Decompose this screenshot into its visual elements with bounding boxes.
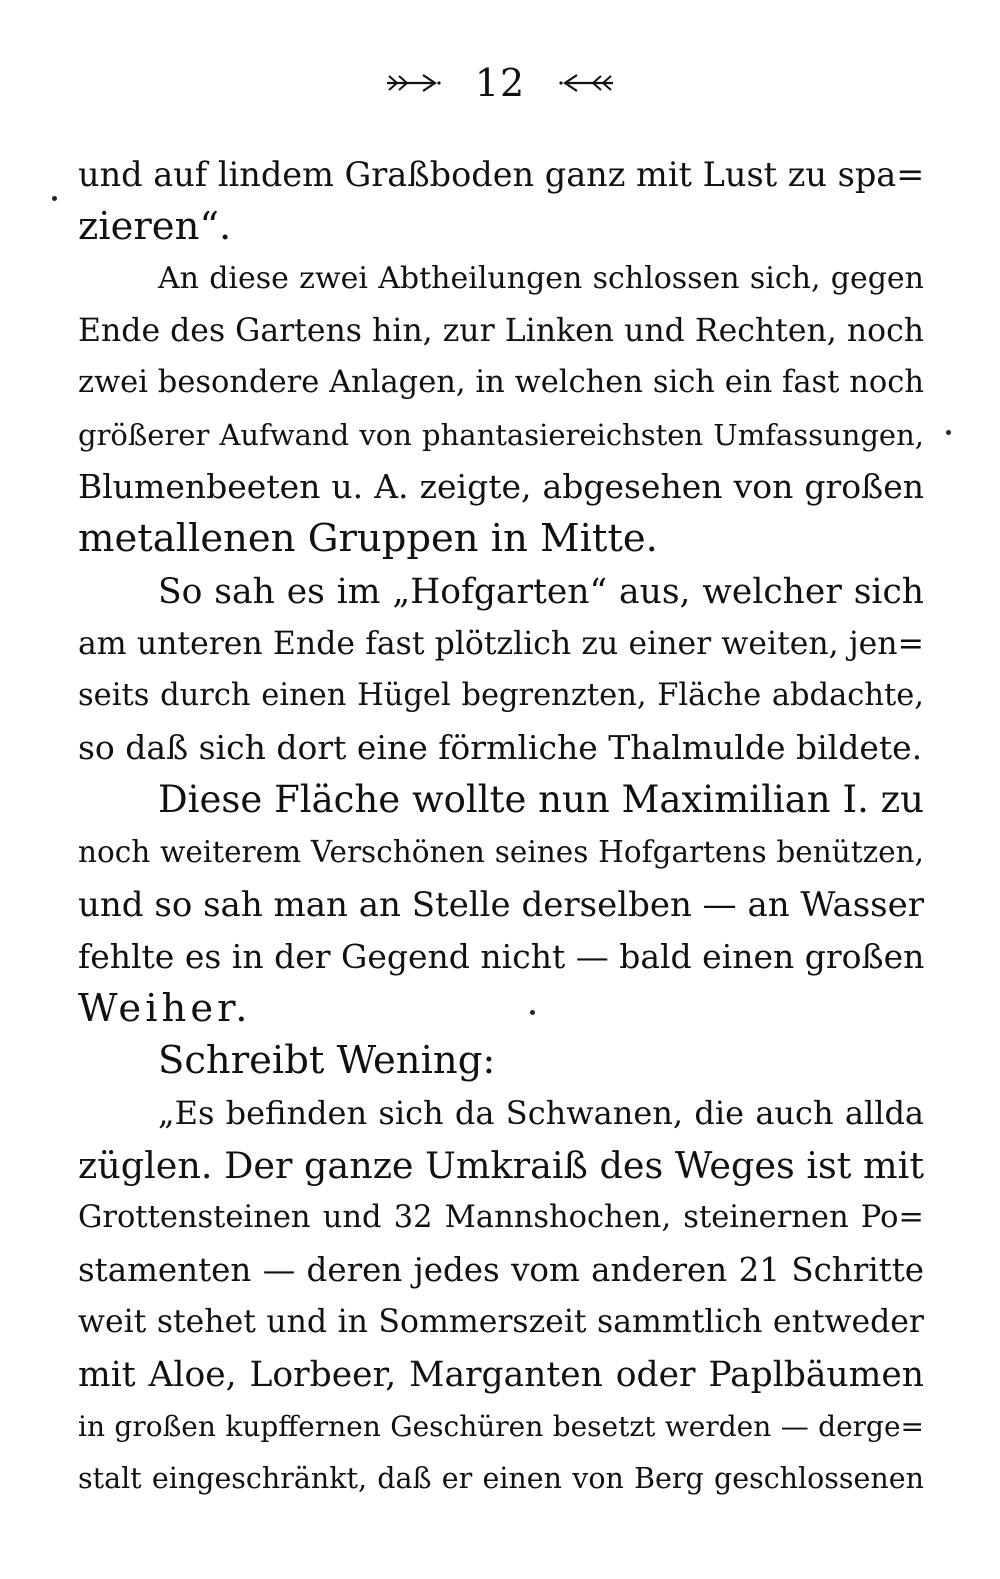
text-line: seits durch einen Hügel begrenzten, Fläche abdachte, (78, 678, 924, 713)
text-line: noch weiterem Verschönen seines Hofgartens benützen, (78, 835, 924, 869)
text-line: und so sah man an Stelle derselben — an Wasser (78, 885, 924, 925)
text-line: mit Aloe, Lorbeer, Marganten oder Paplbäumen (78, 1355, 924, 1395)
text-line: Ende des Gartens hin, zur Linken und Rechten, noch (78, 313, 924, 349)
text-line: züglen. Der ganze Umkraiß des Weges ist mit (78, 1144, 924, 1187)
text-line: stamenten — deren jedes vom anderen 21 Schritte (78, 1251, 924, 1289)
text-line: metallenen Gruppen in Mitte. (78, 516, 658, 561)
text-line: fehlte es in der Gegend nicht — bald einen großen (78, 937, 924, 976)
speck-mark (52, 196, 57, 201)
speck-mark (946, 430, 951, 435)
text-line: „Es befinden sich da Schwanen, die auch allda (158, 1094, 924, 1132)
arrow-left-ornament-icon (559, 71, 615, 95)
text-line: in großen kupffernen Geschüren besetzt werden — derge= (78, 1410, 924, 1443)
text-line: zwei besondere Anlagen, in welchen sich ein fast noch (78, 365, 924, 400)
page-number: 12 (474, 61, 526, 105)
text-line: Blumenbeeten u. A. zeigte, abgesehen von großen (78, 467, 924, 506)
text-line: und auf lindem Graßboden ganz mit Lust zu spa= (78, 155, 924, 194)
text-line: so daß sich dort eine förmliche Thalmulde bildete. (78, 728, 923, 767)
text-line: größerer Aufwand von phantasiereichsten Umfassungen, (78, 418, 924, 452)
text-line: am unteren Ende fast plötzlich zu einer weiten, jen= (78, 626, 924, 662)
arrow-right-ornament-icon (385, 71, 441, 95)
text-line: Diese Fläche wollte nun Maximilian I. zu (158, 778, 924, 821)
text-line: zieren“. (78, 204, 232, 249)
speck-mark (530, 1010, 535, 1015)
text-line: Schreibt Wening: (158, 1038, 496, 1083)
text-line: Grottensteinen und 32 Mannshochen, steinernen Po= (78, 1200, 924, 1235)
text-line: An diese zwei Abtheilungen schlossen sich, gegen (158, 261, 924, 296)
text-line: stalt eingeschränkt, daß er einen von Berg geschlossenen (78, 1462, 924, 1495)
text-line: weit stehet und in Sommerszeit sammtlich entweder (78, 1304, 924, 1340)
text-line: Weiher. (78, 986, 252, 1031)
page-header (0, 58, 1000, 108)
text-line: So sah es im „Hofgarten“ aus, welcher sich (158, 572, 924, 612)
